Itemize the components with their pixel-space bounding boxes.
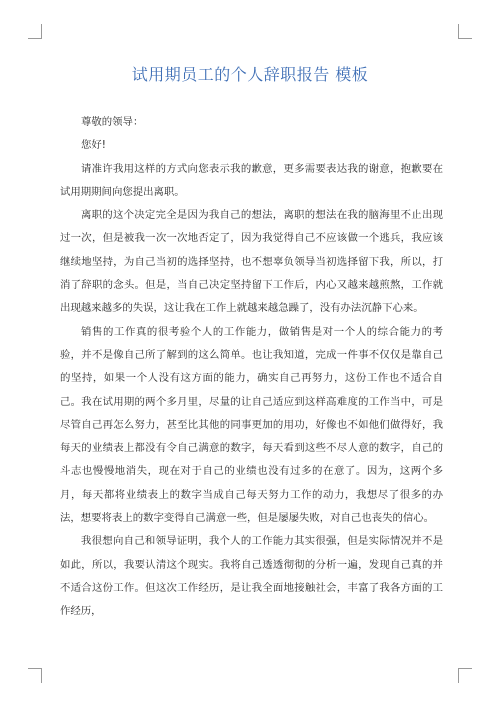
paragraph: 我很想向自己和领导证明，我个人的工作能力其实很强，但是实际情况并不是如此，所以，我要认清这个现实。我将自己透透彻彻的分析一遍，发现自己真的并不适合这份工作。但这次工作经历，是让我全面地接触社会，丰富了我各方面的工作经历， [60, 535, 443, 618]
crop-mark-bottom-left [28, 668, 42, 669]
greeting: 您好! [81, 139, 106, 152]
paragraph: 离职的这个决定完全是因为我自己的想法，离职的想法在我的脑海里不止出现过一次，但是被我一次一次地否定了，因为我觉得自己不应该做一个逃兵，我应该继续地坚持，为自己当初的选择坚持，也不想辜负领导当初选择留下我，所以，打消了辞职的念头。但是，当自己决定坚持留下工作后，内心又越来越煎熬，工作就出现越来越多的失误，这让我在工作上就越来越急躁了，没有办法沉静下心来。 [60, 209, 443, 315]
document-title: 试用期员工的个人辞职报告 模板 [131, 65, 369, 84]
crop-mark-top-right [458, 38, 472, 39]
document-body [60, 111, 443, 624]
salutation: 尊敬的领导： [81, 116, 144, 128]
crop-mark-bottom-left [41, 668, 42, 683]
paragraph: 请准许我用这样的方式向您表示我的歉意，更多需要表达我的谢意，抱歉要在试用期期间向您提出离职。 [60, 162, 443, 198]
crop-mark-bottom-right [458, 668, 472, 669]
paragraph: 销售的工作真的很考验个人的工作能力，做销售是对一个人的综合能力的考验，并不是像自己所了解到的这么简单。也让我知道，完成一件事不仅仅是靠自己的坚持，如果一个人没有这方面的能力，确实自己再努力，这份工作也不适合自己。我在试用期的两个多月里，尽量的让自己适应到这样高难度的工作当中，可是尽管自己再怎么努力，甚至比其他的同事更加的用功，好像也不如他们做得好，我每天的业绩表上都没有令自己满意的数字，每天看到这些不尽人意的数字，自己的斗志也慢慢地消失，现在对于自己的业绩也没有过多的在意了。因为，这两个多月，每天都将业绩表上的数字当成自己每天努力工作的动力，我想尽了很多的办法，想要将表上的数字变得自己满意一些，但是屡屡失败，对自己也丧失的信心。 [60, 325, 443, 525]
crop-mark-top-left [41, 24, 42, 39]
crop-mark-bottom-right [458, 668, 459, 683]
crop-mark-top-right [458, 24, 459, 39]
crop-mark-top-left [28, 38, 42, 39]
